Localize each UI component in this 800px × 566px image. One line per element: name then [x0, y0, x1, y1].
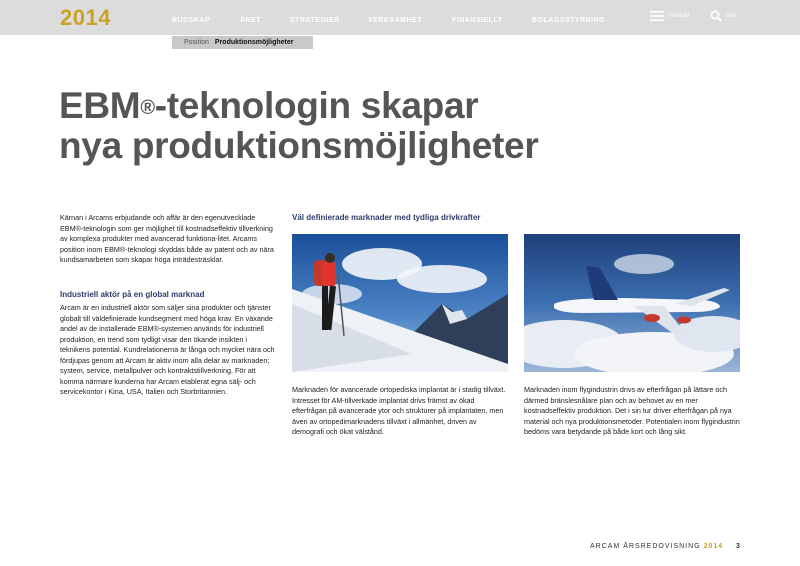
menu-label: Innehåll: [668, 13, 690, 19]
search-label: Sök: [726, 13, 737, 19]
section-heading-markets: Väl definierade marknader med tydliga drivkrafter: [292, 213, 481, 222]
airplane-photo: [524, 234, 740, 372]
intro-paragraph: Kärnan i Arcams erbjudande och affär är den egenutvecklade EBM®-teknologin som ger möjlighet till kostnadseffektiv tillverkning av komplexa produkter med avancerad funktiona-litet. Arcams position inom EBM®-teknologi skyddas både av patent och av nära kundsamarbeten som skapar höga inträdesträsklar.: [60, 213, 274, 264]
nav-bolagsstyrning[interactable]: BOLAGSSTYRNING: [532, 17, 606, 24]
search-icon: [710, 10, 722, 22]
footer-text: ARCAM ÅRSREDOVISNING: [590, 543, 701, 550]
nav-strategier[interactable]: STRATEGIER: [290, 17, 340, 24]
page-number: 3: [736, 543, 740, 550]
breadcrumb: [172, 36, 313, 49]
nav-verksamhet[interactable]: VERKSAMHET: [368, 17, 423, 24]
caption-orthopedic: Marknaden för avancerade ortopediska implantat är i stadig tillväxt. Intresset för AM-tillverkade implantat drivs främst av ökad efterfrågan på avancerade ytor och strukturer på implantaten, men även av ortopedimarknadens tillväxt i allmänhet, driven av demografi och ökat välstånd.: [292, 385, 506, 436]
subheading-industriell: Industriell aktör på en global marknad: [60, 290, 205, 299]
nav-finansiellt[interactable]: FINANSIELLT: [452, 17, 503, 24]
page-title-line2: nya produktionsmöjligheter: [59, 125, 539, 166]
body-paragraph: Arcam är en industriell aktör som säljer sina produkter och tjänster globalt till väldefinierade kundsegment med höga krav. En växande andel av de installerade EBM®-systemen används för industriell produktion, en trend som tydligt visar den ökande insikten i teknikens potential. Kundrelationerna är långa och mycket nära och fördjupas genom att Arcam är aktiv inom alla delar av marknaden; system, service, metallpulver och kontraktstillverkning. För att komma närmare kunderna har Arcam etablerat egna sälj- och servicekontor i Kina, USA, Italien och Storbritannien.: [60, 303, 275, 396]
page-title-line1: EBM®-teknologin skapar: [59, 85, 479, 126]
year-logo[interactable]: 2014: [60, 5, 111, 30]
top-navigation-bar: [0, 0, 800, 35]
mountaineer-photo: [292, 234, 508, 372]
breadcrumb-parent[interactable]: Position: [184, 39, 209, 46]
nav-rudskap[interactable]: RUDSKAP: [172, 17, 211, 24]
nav-aret[interactable]: ÅRET: [240, 17, 262, 24]
caption-aerospace: Marknaden inom flygindustrin drivs av efterfrågan på lättare och därmed bränslesnålare plan och av behovet av en mer kostnadseffektiv produktion. Det i sin tur driver efterfrågan på nya material och nya produktionsmetoder. Potentialen inom flygindustrin bedöms vara betydande på både kort och lång sikt.: [524, 385, 740, 436]
registered-mark: ®: [140, 97, 155, 119]
search-button[interactable]: [710, 10, 736, 22]
menu-icon: [650, 11, 664, 21]
footer-title: [590, 543, 723, 550]
menu-button[interactable]: [650, 10, 689, 22]
footer-year: 2014: [703, 543, 724, 550]
breadcrumb-current: Produktionsmöjligheter: [214, 39, 294, 46]
page-title: [59, 86, 659, 166]
